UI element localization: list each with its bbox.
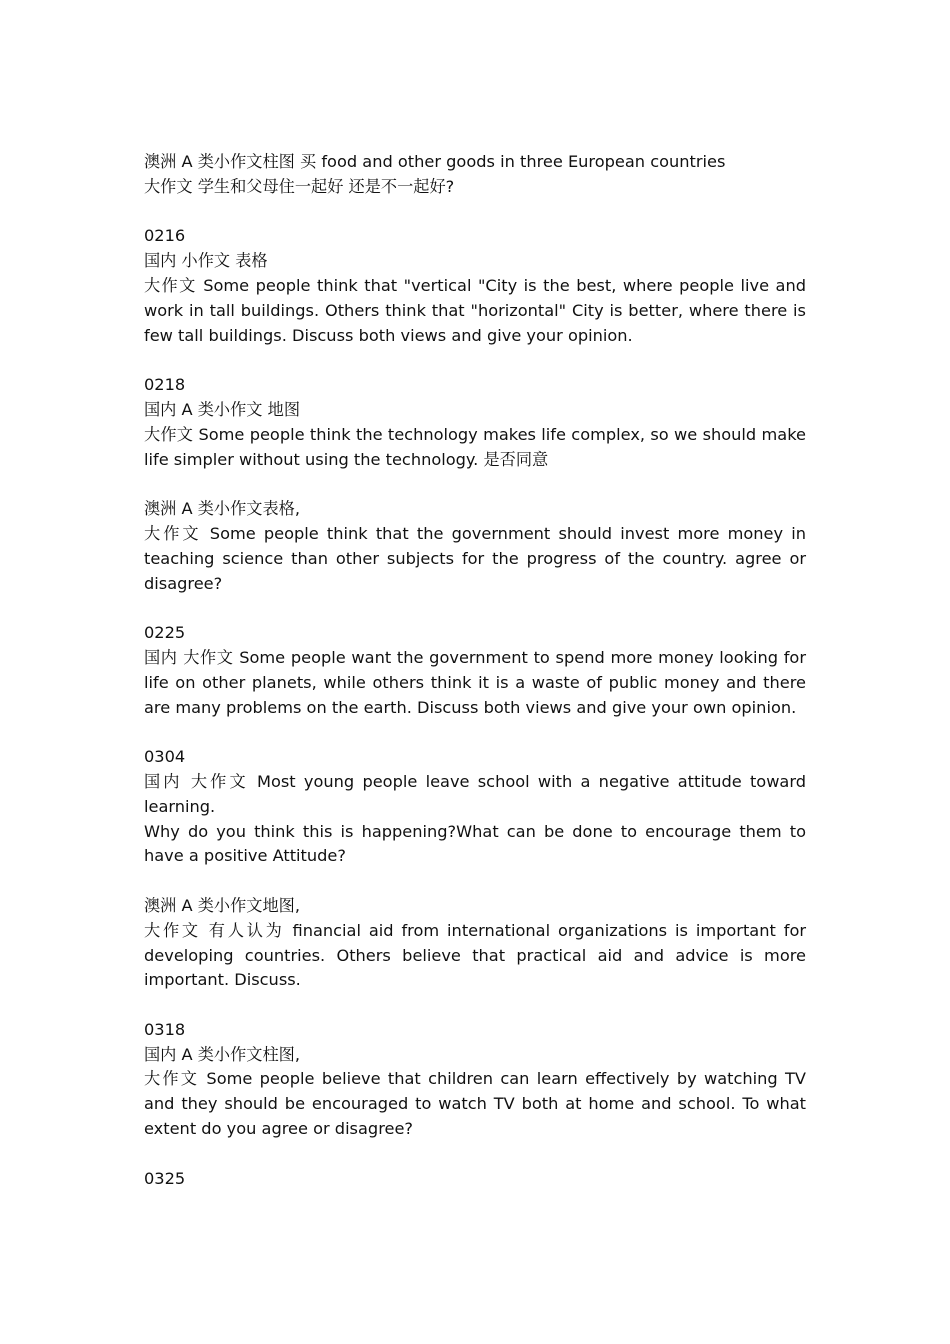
entry-0218-essay: 大作文 Some people think the technology makes life complex, so we should make life simpler without using the technology. 是否同意	[144, 424, 806, 469]
entry-0216-line-1: 国内 小作文 表格	[144, 251, 268, 271]
entry-date-0325: 0325	[144, 1168, 186, 1188]
spacer	[144, 348, 806, 373]
entry-0304-essay: 国内 大作文 Most young people leave school with a negative attitude toward learning.	[144, 771, 806, 816]
entry-date-0318: 0318	[144, 1019, 186, 1039]
spacer	[144, 596, 806, 621]
entry-date-0216: 0216	[144, 226, 186, 246]
document-page	[144, 150, 806, 1191]
entry-au2-line-1: 澳洲 A 类小作文地图,	[144, 895, 301, 915]
spacer	[144, 200, 806, 225]
entry-au2-essay: 大作文 有人认为 financial aid from international organizations is important for developing countries. Others believe that practical aid and advice is more important. Discuss.	[144, 920, 806, 990]
entry-date-0304: 0304	[144, 747, 186, 767]
spacer	[144, 1142, 806, 1167]
entry-0304-question: Why do you think this is happening?What can be done to encourage them to have a positive Attitude?	[144, 821, 806, 866]
entry-date-0225: 0225	[144, 623, 186, 643]
spacer	[144, 993, 806, 1018]
entry-0216-essay: 大作文 Some people think that "vertical "City is the best, where people live and work in tall buildings. Others think that "horizontal" City is better, where there is few tall buildings. Discuss both views and give your opinion.	[144, 275, 806, 345]
entry-0318-essay: 大作文 Some people believe that children can learn effectively by watching TV and they should be encouraged to watch TV both at home and school. To what extent do you agree or disagree?	[144, 1069, 806, 1139]
entry-date-0218: 0218	[144, 375, 186, 395]
spacer	[144, 720, 806, 745]
entry-0218-line-1: 国内 A 类小作文 地图	[144, 399, 301, 419]
entry-0318-line-1: 国内 A 类小作文柱图,	[144, 1044, 301, 1064]
entry-au-essay: 大作文 Some people think that the government should invest more money in teaching science than other subjects for the progress of the country. agree or disagree?	[144, 523, 806, 593]
entry-au-line-1: 澳洲 A 类小作文表格,	[144, 499, 301, 519]
intro-line-1: 澳洲 A 类小作文柱图 买 food and other goods in three European countries	[144, 152, 726, 171]
entry-0225-essay: 国内 大作文 Some people want the government to spend more money looking for life on other planets, while others think it is a waste of public money and there are many problems on the earth. Discuss both views and give your own opinion.	[144, 647, 806, 717]
spacer	[144, 869, 806, 894]
spacer	[144, 472, 806, 497]
intro-line-2: 大作文 学生和父母住一起好 还是不一起好?	[144, 176, 455, 196]
